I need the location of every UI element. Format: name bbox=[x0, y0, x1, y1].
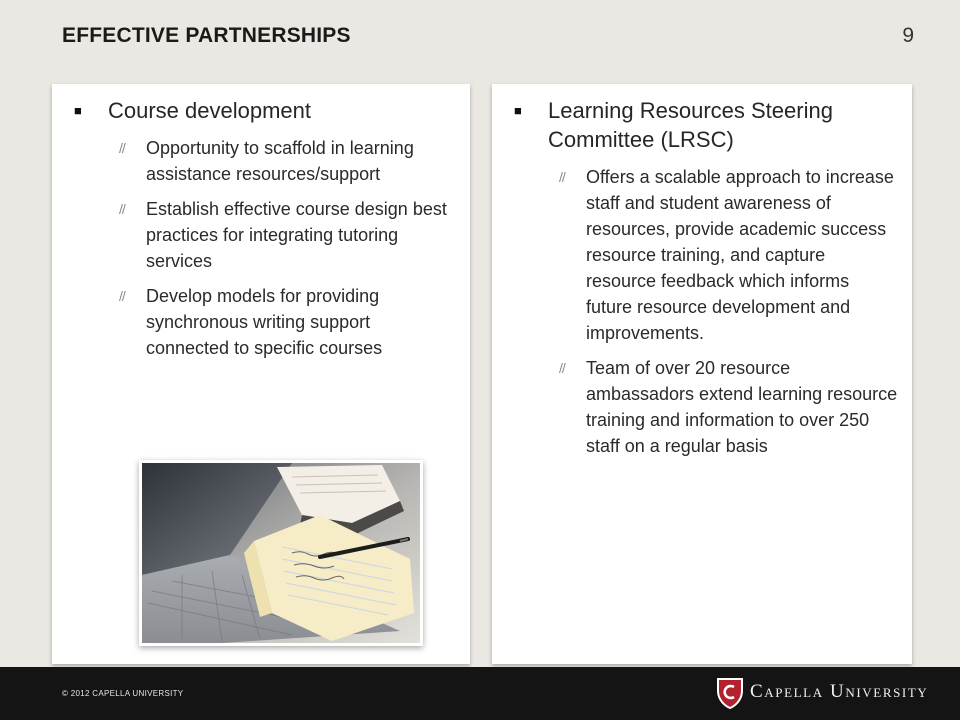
sub-item bbox=[52, 196, 470, 274]
double-slash-icon: // bbox=[119, 288, 125, 304]
bullet-item bbox=[492, 96, 912, 154]
logo-wordmark: Capella University bbox=[750, 681, 929, 702]
left-panel bbox=[52, 84, 470, 664]
bullet-item bbox=[52, 96, 470, 125]
sub-item bbox=[52, 283, 470, 361]
sub-item-text: Opportunity to scaffold in learning assistance resources/support bbox=[146, 138, 414, 184]
sub-item bbox=[492, 355, 912, 459]
square-bullet-icon: ■ bbox=[514, 103, 522, 118]
sub-list bbox=[52, 135, 470, 361]
footer-bar bbox=[0, 667, 960, 720]
bullet-text: Learning Resources Steering Committee (LRSC) bbox=[548, 98, 833, 152]
square-bullet-icon: ■ bbox=[74, 103, 82, 118]
slide-title: EFFECTIVE PARTNERSHIPS bbox=[62, 24, 351, 47]
right-panel bbox=[492, 84, 912, 664]
sub-item-text: Establish effective course design best practices for integrating tutoring services bbox=[146, 199, 447, 271]
slide-number: 9 bbox=[902, 24, 914, 47]
double-slash-icon: // bbox=[559, 360, 565, 376]
sub-item bbox=[492, 164, 912, 346]
laptop-notebook-photo-icon bbox=[142, 463, 420, 643]
copyright-text: © 2012 CAPELLA UNIVERSITY bbox=[62, 689, 184, 698]
double-slash-icon: // bbox=[119, 201, 125, 217]
laptop-photo bbox=[139, 460, 423, 646]
double-slash-icon: // bbox=[119, 140, 125, 156]
capella-shield-icon bbox=[716, 677, 744, 709]
sub-item-text: Offers a scalable approach to increase staff and student awareness of resources, provide academic success resource training, and capture resource feedback which informs future resource development and improvements. bbox=[586, 167, 894, 343]
sub-item bbox=[52, 135, 470, 187]
sub-item-text: Develop models for providing synchronous writing support connected to specific courses bbox=[146, 286, 383, 358]
bullet-text: Course development bbox=[108, 98, 312, 123]
sub-list bbox=[492, 164, 912, 459]
sub-item-text: Team of over 20 resource ambassadors extend learning resource training and information to over 250 staff on a regular basis bbox=[586, 358, 898, 456]
double-slash-icon: // bbox=[559, 169, 565, 185]
